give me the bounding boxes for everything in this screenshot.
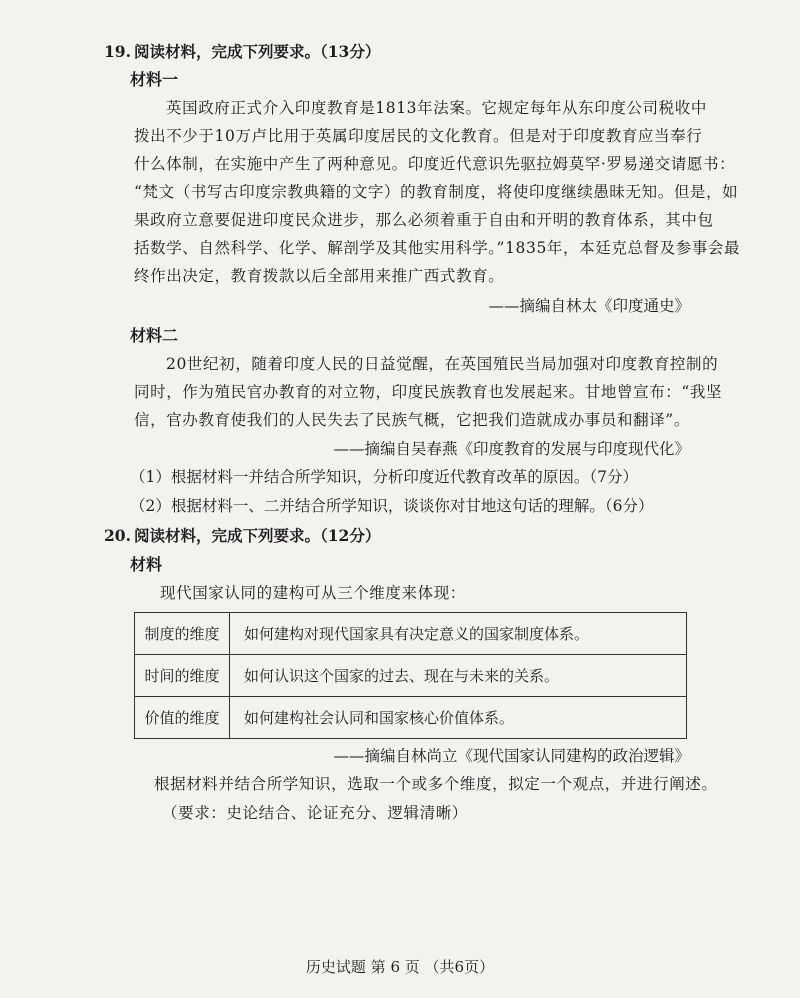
q19-m1-line-1: 英国政府正式介入印度教育是1813年法案。它规定每年从东印度公司税收中 (166, 99, 707, 117)
q19-header (104, 42, 380, 62)
q20-task: 根据材料并结合所学知识，选取一个或多个维度，拟定一个观点，并进行阐述。 (154, 775, 718, 793)
q20-material-label: 材料 (130, 555, 163, 574)
q19-m1-source: ——摘编自林太《印度通史》 (488, 297, 690, 315)
q20-header (104, 526, 380, 546)
dimension-table (134, 612, 687, 739)
dimension-value: 如何建构社会认同和国家核心价值体系。 (230, 697, 687, 739)
q19-number: 19. (104, 42, 131, 61)
dimension-key: 制度的维度 (135, 613, 230, 655)
q19-m1-line-6: 括数学、自然科学、化学、解剖学及其他实用科学。”1835年，本廷克总督及参事会最 (134, 239, 741, 257)
q19-m1-line-5: 果政府立意要促进印度民众进步，那么必须着重于自由和开明的教育体系，其中包 (134, 211, 714, 229)
q19-m1-line-7: 终作出决定，教育拨款以后全部用来推广西式教育。 (134, 267, 505, 285)
q19-prompt: 阅读材料，完成下列要求。（13分） (134, 42, 381, 61)
q19-m2-line-3: 信，官办教育使我们的人民失去了民族气概，它把我们造就成办事员和翻译”。 (134, 411, 690, 429)
dimension-key: 时间的维度 (135, 655, 230, 697)
dimension-value: 如何建构对现代国家具有决定意义的国家制度体系。 (230, 613, 687, 655)
q19-m2-source: ——摘编自吴春燕《印度教育的发展与印度现代化》 (333, 440, 690, 458)
table-row (135, 697, 687, 739)
q19-m1-line-4: “梵文（书写古印度宗教典籍的文字）的教育制度，将使印度继续愚昧无知。但是，如 (134, 183, 739, 201)
q19-m2-line-1: 20世纪初，随着印度人民的日益觉醒，在英国殖民当局加强对印度教育控制的 (166, 355, 719, 373)
q19-material1-label: 材料一 (130, 70, 179, 89)
q20-intro: 现代国家认同的建构可从三个维度来体现： (160, 584, 466, 602)
q20-source: ——摘编自林尚立《现代国家认同建构的政治逻辑》 (333, 747, 690, 765)
table-row (135, 655, 687, 697)
page-footer: 历史试题 第 6 页 （共6页） (305, 958, 495, 976)
dimension-value: 如何认识这个国家的过去、现在与未来的关系。 (230, 655, 687, 697)
dimension-key: 价值的维度 (135, 697, 230, 739)
q20-prompt: 阅读材料，完成下列要求。（12分） (134, 526, 381, 545)
q19-m2-line-2: 同时，作为殖民官办教育的对立物，印度民族教育也发展起来。甘地曾宣布：“我坚 (134, 383, 723, 401)
q20-number: 20. (104, 526, 131, 545)
q19-ask-2: （2）根据材料一、二并结合所学知识，谈谈你对甘地这句话的理解。（6分） (130, 497, 654, 515)
table-row (135, 613, 687, 655)
q20-requirement: （要求：史论结合、论证充分、逻辑清晰） (162, 804, 468, 822)
q19-material2-label: 材料二 (130, 326, 179, 345)
q19-m1-line-3: 什么体制，在实施中产生了两种意见。印度近代意识先驱拉姆莫罕·罗易递交请愿书： (134, 155, 736, 173)
q19-m1-line-2: 拨出不少于10万卢比用于英属印度居民的文化教育。但是对于印度教育应当奉行 (134, 127, 703, 145)
q19-ask-1: （1）根据材料一并结合所学知识，分析印度近代教育改革的原因。（7分） (130, 468, 638, 486)
